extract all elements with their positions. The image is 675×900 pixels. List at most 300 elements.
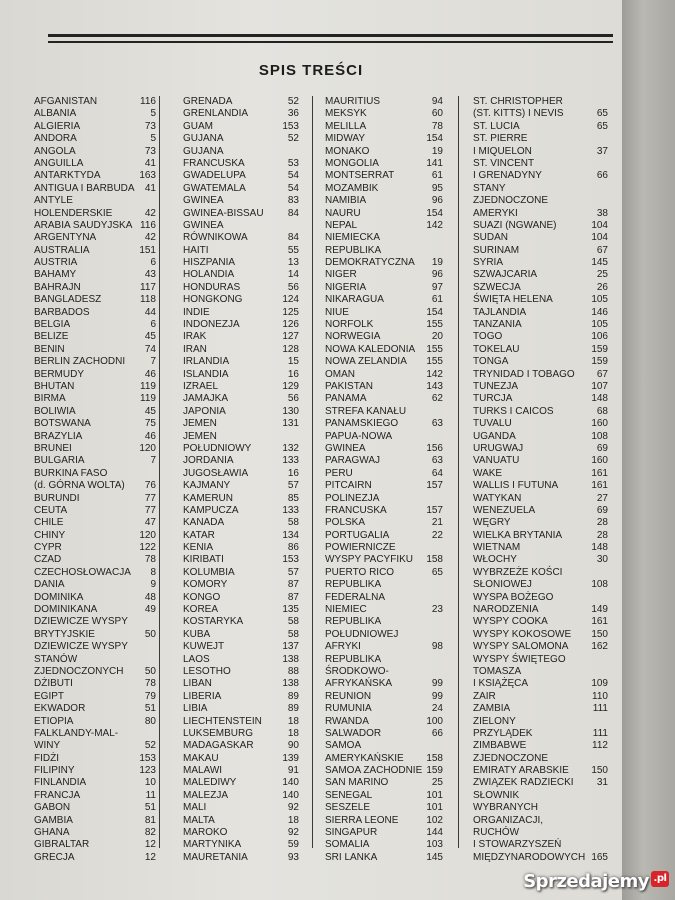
entry-name: AUSTRALIA	[34, 244, 90, 256]
entry-name: GWINEA	[183, 195, 224, 207]
entry-name: OMAN	[325, 368, 355, 380]
index-entry	[473, 393, 608, 405]
entry-name: GUJANA	[183, 133, 224, 145]
index-entry	[325, 728, 443, 740]
entry-name: ST. CHRISTOPHER	[473, 96, 563, 107]
entry-name: PANAMA	[325, 393, 367, 405]
index-entry	[34, 517, 156, 529]
index-entry	[325, 827, 443, 839]
entry-name: WYSPY ŚWIĘTEGO	[473, 653, 566, 665]
entry-page: 56	[287, 393, 299, 405]
entry-name: BELIZE	[34, 331, 69, 343]
entry-name: PRZYLĄDEK	[473, 727, 533, 739]
entry-name: RWANDA	[325, 715, 369, 727]
index-entry	[34, 356, 156, 368]
index-entry	[34, 331, 156, 343]
entry-page: 165	[591, 851, 608, 863]
entry-page: 148	[591, 542, 608, 554]
entry-page: 99	[431, 690, 443, 702]
index-column-4	[473, 96, 608, 864]
entry-page: 19	[431, 145, 443, 157]
entry-page: 67	[596, 244, 608, 256]
entry-page: 66	[596, 170, 608, 182]
index-entry	[34, 616, 156, 628]
entry-page: 22	[431, 529, 443, 541]
index-entry	[325, 356, 443, 368]
index-entry	[183, 839, 299, 851]
entry-page: 69	[596, 442, 608, 454]
index-entry	[473, 257, 608, 269]
entry-page: 157	[426, 504, 443, 516]
entry-name: HONGKONG	[183, 294, 243, 306]
entry-name: REPUBLIKA	[325, 616, 382, 628]
entry-name: IRAN	[183, 343, 207, 355]
index-entry	[34, 567, 156, 579]
entry-page: 82	[144, 827, 156, 839]
index-entry	[325, 121, 443, 133]
entry-name: BAHRAJN	[34, 281, 81, 293]
entry-page: 156	[426, 442, 443, 454]
entry-page: 54	[287, 170, 299, 182]
index-entry	[325, 269, 443, 281]
entry-page: 153	[282, 120, 299, 132]
entry-name: MALEDIWY	[183, 777, 237, 789]
entry-page: 97	[431, 281, 443, 293]
entry-name: (ST. KITTS) I NEVIS	[473, 108, 564, 120]
header-rule	[48, 34, 613, 43]
entry-page: 96	[431, 195, 443, 207]
index-entry	[325, 282, 443, 294]
column-divider	[312, 96, 313, 848]
entry-name: DZIEWICZE WYSPY	[34, 616, 128, 628]
index-entry	[34, 703, 156, 715]
entry-name: ISLANDIA	[183, 368, 229, 380]
entry-name: KAJMANY	[183, 480, 231, 492]
index-entry	[34, 418, 156, 430]
entry-page: 12	[144, 839, 156, 851]
entry-name: WYSPA BOŻEGO	[473, 591, 554, 603]
entry-name: BERMUDY	[34, 368, 85, 380]
entry-page: 106	[591, 331, 608, 343]
entry-name: SESZELE	[325, 802, 371, 814]
entry-page: 14	[287, 269, 299, 281]
index-entry	[325, 567, 443, 579]
entry-page: 158	[426, 554, 443, 566]
index-entry	[34, 542, 156, 554]
index-entry	[183, 815, 299, 827]
entry-page: 161	[591, 480, 608, 492]
entry-name: ANGOLA	[34, 145, 76, 157]
index-entry	[183, 579, 299, 591]
entry-name: VANUATU	[473, 455, 520, 467]
entry-name: SOMALIA	[325, 839, 370, 851]
entry-name: ORGANIZACJI,	[473, 814, 544, 826]
entry-page: 96	[431, 269, 443, 281]
entry-page: 111	[592, 703, 608, 715]
entry-page: 91	[287, 765, 299, 777]
column-divider	[159, 96, 160, 848]
entry-page: 154	[426, 133, 443, 145]
entry-page: 37	[596, 145, 608, 157]
entry-name: RUCHÓW	[473, 827, 520, 839]
entry-page: 83	[287, 195, 299, 207]
entry-name: ŚWIĘTA HELENA	[473, 294, 553, 306]
entry-name: AFRYKI	[325, 641, 361, 653]
index-entry	[183, 282, 299, 294]
index-entry	[183, 96, 299, 108]
index-entry	[325, 554, 443, 566]
entry-name: ANTYLE	[34, 195, 73, 207]
entry-name: I KSIĄŻĘCA	[473, 678, 529, 690]
entry-page: 120	[139, 442, 156, 454]
entry-name: BRAZYLIA	[34, 430, 83, 442]
entry-name: SENEGAL	[325, 789, 373, 801]
entry-page: 108	[591, 430, 608, 442]
entry-name: JORDANIA	[183, 455, 234, 467]
index-entry	[34, 245, 156, 257]
entry-name: SAN MARINO	[325, 777, 389, 789]
entry-page: 63	[431, 418, 443, 430]
entry-name: MIDWAY	[325, 133, 365, 145]
index-entry	[473, 815, 608, 827]
entry-name: PUERTO RICO	[325, 566, 395, 578]
index-entry	[473, 96, 608, 108]
index-entry	[325, 579, 443, 591]
entry-page: 159	[591, 356, 608, 368]
index-entry	[473, 158, 608, 170]
index-entry	[34, 790, 156, 802]
entry-name: AFRYKAŃSKA	[325, 678, 393, 690]
index-entry	[325, 691, 443, 703]
entry-name: DOMINIKANA	[34, 604, 98, 616]
entry-name: WŁOCHY	[473, 554, 517, 566]
entry-page: 73	[144, 120, 156, 132]
index-entry	[473, 542, 608, 554]
entry-page: 117	[140, 281, 156, 293]
index-entry	[183, 108, 299, 120]
index-entry	[473, 629, 608, 641]
entry-page: 149	[591, 604, 608, 616]
index-entry	[34, 282, 156, 294]
entry-name: MAKAU	[183, 752, 219, 764]
entry-name: WATYKAN	[473, 492, 522, 504]
entry-name: AMERYKI	[473, 207, 518, 219]
entry-page: 44	[144, 306, 156, 318]
entry-name: FRANCUSKA	[183, 157, 245, 169]
entry-name: SRI LANKA	[325, 851, 378, 863]
index-column-2	[183, 96, 299, 864]
index-entry	[325, 220, 443, 232]
index-entry	[34, 220, 156, 232]
entry-name: LAOS	[183, 653, 210, 665]
entry-name: EMIRATY ARABSKIE	[473, 765, 569, 777]
entry-name: JUGOSŁAWIA	[183, 467, 249, 479]
index-entry	[473, 431, 608, 443]
entry-page: 116	[140, 219, 156, 231]
entry-page: 79	[144, 690, 156, 702]
index-entry	[325, 208, 443, 220]
index-entry	[325, 815, 443, 827]
index-entry	[325, 493, 443, 505]
entry-name: WĘGRY	[473, 517, 511, 529]
index-entry	[325, 170, 443, 182]
entry-page: 78	[144, 678, 156, 690]
entry-name: NIEMIEC	[325, 604, 367, 616]
index-entry	[473, 331, 608, 343]
entry-name: TANZANIA	[473, 319, 522, 331]
entry-name: REPUBLIKA	[325, 579, 382, 591]
entry-name: WYSPY PACYFIKU	[325, 554, 413, 566]
index-entry	[325, 802, 443, 814]
entry-name: HISZPANIA	[183, 257, 236, 269]
entry-name: FEDERALNA	[325, 591, 386, 603]
entry-page: 58	[287, 517, 299, 529]
entry-name: ETIOPIA	[34, 715, 74, 727]
index-entry	[183, 443, 299, 455]
index-entry	[473, 790, 608, 802]
entry-name: WAKE	[473, 467, 503, 479]
entry-page: 57	[287, 480, 299, 492]
entry-page: 28	[596, 517, 608, 529]
index-entry	[34, 158, 156, 170]
entry-name: HOLENDERSKIE	[34, 207, 113, 219]
index-entry	[325, 740, 443, 752]
entry-page: 154	[426, 306, 443, 318]
entry-page: 78	[431, 120, 443, 132]
entry-page: 84	[287, 232, 299, 244]
index-entry	[473, 530, 608, 542]
index-entry	[183, 369, 299, 381]
watermark-suffix: .pl	[651, 871, 669, 887]
index-entry	[473, 777, 608, 789]
entry-name: GRENLANDIA	[183, 108, 249, 120]
index-entry	[183, 678, 299, 690]
entry-page: 124	[282, 294, 299, 306]
entry-name: POŁUDNIOWY	[183, 442, 252, 454]
index-entry	[473, 592, 608, 604]
entry-page: 120	[139, 529, 156, 541]
index-entry	[183, 257, 299, 269]
entry-name: BURKINA FASO	[34, 467, 108, 479]
entry-name: POŁUDNIOWEJ	[325, 628, 399, 640]
index-entry	[473, 183, 608, 195]
entry-page: 18	[287, 814, 299, 826]
entry-name: MEKSYK	[325, 108, 367, 120]
entry-page: 16	[287, 467, 299, 479]
entry-page: 161	[591, 467, 608, 479]
index-entry	[325, 765, 443, 777]
entry-name: DEMOKRATYCZNA	[325, 257, 415, 269]
index-entry	[473, 604, 608, 616]
entry-name: MADAGASKAR	[183, 740, 254, 752]
entry-name: TOKELAU	[473, 343, 520, 355]
entry-page: 58	[287, 616, 299, 628]
index-entry	[183, 790, 299, 802]
entry-name: BRUNEI	[34, 442, 72, 454]
index-entry	[183, 133, 299, 145]
index-entry	[183, 455, 299, 467]
entry-name: PITCAIRN	[325, 480, 372, 492]
index-entry	[34, 641, 156, 653]
entry-name: GABON	[34, 802, 71, 814]
index-entry	[473, 307, 608, 319]
index-entry	[473, 319, 608, 331]
entry-page: 65	[596, 108, 608, 120]
entry-name: NIGER	[325, 269, 357, 281]
entry-name: DOMINIKA	[34, 591, 84, 603]
entry-page: 112	[592, 740, 608, 752]
index-entry	[473, 579, 608, 591]
entry-name: ZAMBIA	[473, 703, 511, 715]
entry-page: 30	[596, 554, 608, 566]
index-entry	[183, 666, 299, 678]
entry-page: 15	[287, 356, 299, 368]
entry-name: I STOWARZYSZEŃ	[473, 839, 562, 851]
index-entry	[325, 641, 443, 653]
entry-name: MIĘDZYNARODOWYCH	[473, 851, 586, 863]
entry-name: WYBRZEŻE KOŚCI	[473, 566, 563, 578]
entry-page: 160	[591, 418, 608, 430]
entry-page: 42	[144, 207, 156, 219]
entry-page: 8	[150, 566, 156, 578]
index-entry	[34, 232, 156, 244]
entry-page: 7	[150, 356, 156, 368]
entry-name: KANADA	[183, 517, 225, 529]
entry-name: NIEMIECKA	[325, 232, 381, 244]
index-entry	[34, 319, 156, 331]
index-entry	[473, 369, 608, 381]
entry-name: WIELKA BRYTANIA	[473, 529, 563, 541]
entry-name: GIBRALTAR	[34, 839, 90, 851]
entry-page: 62	[431, 393, 443, 405]
entry-name: NIKARAGUA	[325, 294, 384, 306]
index-entry	[34, 678, 156, 690]
index-column-3	[325, 96, 443, 864]
entry-page: 28	[596, 529, 608, 541]
entry-name: HOLANDIA	[183, 269, 235, 281]
entry-name: TAJLANDIA	[473, 306, 527, 318]
index-entry	[34, 183, 156, 195]
index-entry	[183, 431, 299, 443]
index-entry	[325, 839, 443, 851]
index-entry	[34, 468, 156, 480]
entry-page: 154	[426, 207, 443, 219]
entry-page: 69	[596, 504, 608, 516]
entry-page: 144	[426, 827, 443, 839]
entry-name: ST. PIERRE	[473, 133, 528, 145]
entry-page: 41	[144, 157, 156, 169]
index-entry	[325, 146, 443, 158]
entry-page: 95	[431, 182, 443, 194]
index-entry	[183, 195, 299, 207]
entry-name: NIGERIA	[325, 281, 367, 293]
entry-page: 89	[287, 690, 299, 702]
entry-page: 18	[287, 715, 299, 727]
entry-page: 125	[282, 306, 299, 318]
entry-page: 87	[287, 579, 299, 591]
index-entry	[325, 505, 443, 517]
entry-name: ZIELONY	[473, 715, 516, 727]
entry-page: 36	[287, 108, 299, 120]
entry-page: 77	[144, 492, 156, 504]
entry-name: BHUTAN	[34, 380, 75, 392]
index-entry	[34, 666, 156, 678]
index-entry	[473, 232, 608, 244]
entry-name: MELILLA	[325, 120, 367, 132]
entry-page: 18	[287, 727, 299, 739]
index-entry	[183, 158, 299, 170]
entry-name: JEMEN	[183, 430, 217, 442]
index-entry	[34, 369, 156, 381]
index-entry	[183, 852, 299, 864]
entry-name: EGIPT	[34, 690, 65, 702]
index-entry	[325, 604, 443, 616]
entry-page: 161	[591, 616, 608, 628]
entry-page: 159	[426, 765, 443, 777]
entry-name: ALBANIA	[34, 108, 77, 120]
entry-page: 31	[596, 777, 608, 789]
entry-name: WYSPY KOKOSOWE	[473, 628, 572, 640]
entry-name: BANGLADESZ	[34, 294, 102, 306]
entry-name: LIBIA	[183, 703, 208, 715]
entry-page: 108	[591, 579, 608, 591]
entry-name: TRYNIDAD I TOBAGO	[473, 368, 575, 380]
entry-page: 101	[426, 802, 443, 814]
index-entry	[183, 307, 299, 319]
index-entry	[183, 183, 299, 195]
entry-name: TUVALU	[473, 418, 512, 430]
entry-name: FINLANDIA	[34, 777, 87, 789]
entry-name: ZJEDNOCZONE	[473, 195, 548, 207]
index-entry	[473, 245, 608, 257]
entry-name: TOMASZA	[473, 665, 522, 677]
index-entry	[473, 678, 608, 690]
entry-page: 148	[591, 393, 608, 405]
entry-page: 21	[431, 517, 443, 529]
entry-page: 130	[282, 405, 299, 417]
entry-page: 25	[596, 269, 608, 281]
index-entry	[325, 431, 443, 443]
entry-page: 68	[596, 405, 608, 417]
index-entry	[325, 777, 443, 789]
index-entry	[34, 654, 156, 666]
entry-name: ZIMBABWE	[473, 740, 527, 752]
entry-page: 150	[591, 765, 608, 777]
index-entry	[183, 691, 299, 703]
entry-name: ANDORA	[34, 133, 77, 145]
entry-name: TURCJA	[473, 393, 513, 405]
index-entry	[325, 108, 443, 120]
entry-page: 63	[431, 455, 443, 467]
entry-name: CEUTA	[34, 504, 68, 516]
entry-name: GAMBIA	[34, 814, 73, 826]
entry-name: LIBAN	[183, 678, 212, 690]
index-entry	[473, 765, 608, 777]
entry-page: 23	[431, 604, 443, 616]
index-entry	[473, 753, 608, 765]
entry-name: ZWIĄZEK RADZIECKI	[473, 777, 574, 789]
entry-page: 55	[287, 244, 299, 256]
entry-name: PERU	[325, 467, 353, 479]
entry-name: GRENADA	[183, 96, 233, 107]
index-entry	[34, 344, 156, 356]
entry-page: 99	[431, 678, 443, 690]
entry-name: MALTA	[183, 814, 215, 826]
entry-page: 126	[282, 319, 299, 331]
entry-name: CHILE	[34, 517, 64, 529]
entry-page: 146	[591, 306, 608, 318]
index-entry	[34, 493, 156, 505]
